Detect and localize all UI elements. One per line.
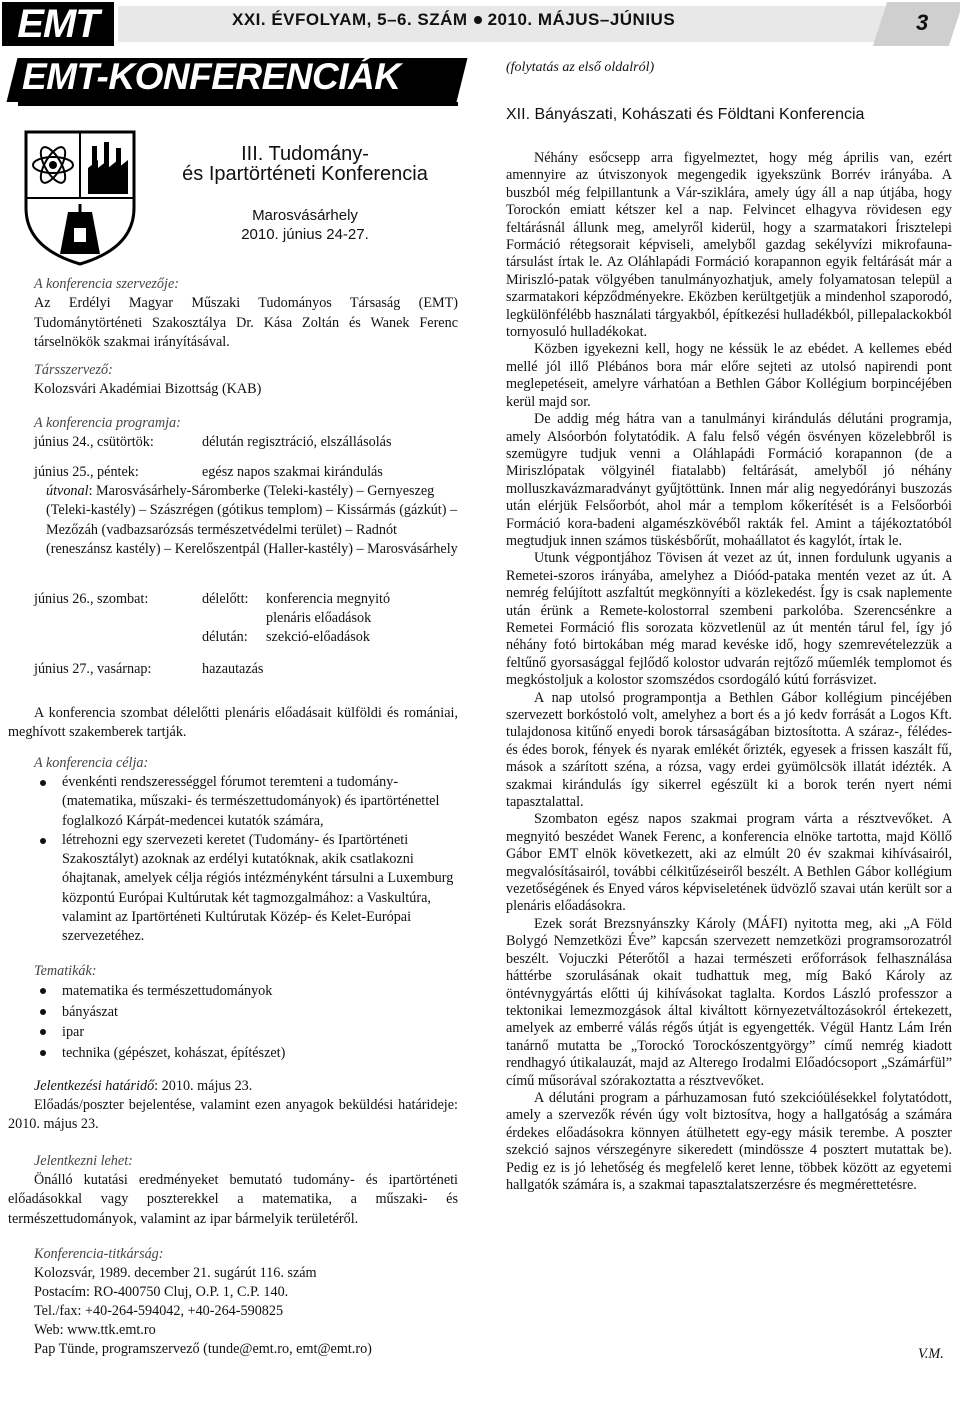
organizer-text: Az Erdélyi Magyar Műszaki Tudományos Társaság (EMT) Tudománytörténeti Szakosztálya Dr. Kása Zoltán és Wanek Ferenc társelnökök szakmai irányításával.	[34, 295, 458, 350]
article-paragraph: A délutáni program a párhuzamosan futó szekcióülésekkel folytatódott, amely a szervezők révén úgy volt biztosítva, hogy a hallgatóság a számára érdekes előadásokra könnyen átülhetett egy-egy másik terembe. A poszter szekció sajnos vérszegényre sikeredett (mindössze 4 posztert mutattak be). Pedig ez is jó lehetőség és megfelelő keret lenne, többek között az egyetemi hallgatók számára is, a szakmai tapasztalatszerzésre és megmérettetésre.	[506, 1089, 952, 1193]
route-block	[46, 482, 458, 559]
article-paragraph: Közben igyekezni kell, hogy ne késsük le az ebédet. A kellemes ebéd mellé jól illő Plébános bora már előre sejteti az utolsó napirendi pont meglepetéseit, amelyre várhatóan a Bethlen Gábor Kollégium borpincéjében kerül majd sor.	[506, 341, 952, 410]
secretariat-contact: Pap Tünde, programszervező (tunde@emt.ro, emt@emt.ro)	[34, 1341, 372, 1357]
article-paragraph: De addig még hátra van a tanulmányi kirándulás délutáni programja, amely Alsóorbón folytatódik. A falu felső végén ösvényen közelebbről is szemügyre tudjuk venni a Oláhlapádi Formáció korapannon (de a Miriszlópatak völgyinél fiatalabb) feltárását, amelyből jó néhány molluszkavázmaradványt gyűjtöttünk. Innen már alig negyedórányi buszozás után elérjük Felsőorbót, ahol már a templom kőkerítését is a Felsőorbói Formáció kora-badeni algamészkövéből rakták fel. Amint a tájékoztatóból megtudjuk innen számos tüskésbőrűt, mohaállatot és kagylót, írtak le.	[506, 411, 952, 549]
coorganizer-text: Kolozsvári Akadémiai Bizottság (KAB)	[34, 381, 262, 398]
secretariat-label: Konferencia-titkárság:	[34, 1246, 164, 1262]
section-title-underline	[18, 102, 458, 106]
topic-item: matematika és természettudományok	[34, 981, 458, 1002]
goal-list	[34, 773, 458, 947]
apply-text: Önálló kutatási eredményeket bemutató tudomány- és ipartörténeti előadásokkal vagy poszterekkel a matematika, a műszaki- és természettudományok, valamint az ipar bármelyik területéről.	[8, 1172, 458, 1227]
issue-date: 2010. MÁJUS–JÚNIUS	[487, 10, 676, 29]
secretariat-phone: Tel./fax: +40-264-594042, +40-264-590825	[34, 1303, 284, 1319]
topic-item: ipar	[34, 1022, 458, 1043]
article-paragraph: A nap utolsó programpontja a Bethlen Gábor kollégium pincéjében szervezett borkóstoló volt, amelyhez a bort és a jó kedv forrását a Logos Kft. tulajdonosa kitűnő enyedi borok társaságában biztosította. A száraz-, félédes- és édes borok, fények és nyarak emlékét őrizték, egyesek a frissen kaszált fű, mások a szárított széna, a rózsa, vagy erdei gyümölcsök illatát idézték. A szakmai kirándulás így sikerrel egészült ki a borok terén nyert némi tapasztalattal.	[506, 689, 952, 811]
article-body	[506, 150, 952, 1194]
emt-logo: EMT	[2, 2, 114, 46]
article-paragraph: Néhány esőcsepp arra figyelmeztet, hogy még április van, ezért amennyire az útviszonyok megengedik igyekszünk Borrév irányába. A buszból még felpillantunk a Vár-sziklára, amely úgy áll a nap útjába, hogy Torockón emiatt kétszer kel a nap. Felvincet elhagyva rövidesen egy feltárásnál állunk meg, amelyről kiderül, hogy a szarmatakori Írisztelepi Formáció rétegsorait képviseli, amelyből gazdag sekélyvízi mikrofauna-társulást írtak le. Az Oláhlapádi Formáció korapannon egyik feltárását már a Miriszló-patak völgyében tanulmányozhatjuk, amely folyamatosan települ a szarmatakori képződményekre. Eközben kerültgetjük a mindenhol szaporodó, legkülönfélébb használati tárgyakból, építkezési hulladékból, pillepalackokból tornyosuló hulladékokat.	[506, 150, 952, 341]
crest-icon	[22, 128, 138, 268]
coorganizer-block	[34, 361, 458, 400]
author-signature: V.M.	[918, 1346, 944, 1362]
day26-am-label: délelőtt:	[202, 591, 249, 607]
article-title: XII. Bányászati, Kohászati és Földtani Konferencia	[506, 106, 865, 123]
day26-pm: szekció-előadások	[266, 629, 370, 645]
topics-list	[34, 981, 458, 1063]
goal-item: évenkénti rendszerességgel fórumot teremteni a tudomány- (matematika, műszaki- és természettudományok) és ipartörténettel foglalkozó Kárpát-medencei kutatók számára,	[34, 773, 458, 831]
article-paragraph: Utunk végpontjához Tövisen át vezet az út, innen fordulunk ugyanis a Remetei-szoros irányába, amelyhez a Dióód-pataka mentén vezet az út. A nemrég felújított aszfaltút megkönnyíti a közlekedést. Így is csak naplemente után érünk a Remete-kolostorral szembeni parkolóba. Szerencsénkre a Remetei Formáció flis sorozata közvetlenül az út mentén tárul fel, így jó néhány fotó birtokában még marad kevéske idő, hogy szemrevételezzük a feltűnő gyorsasággal fejlődő kolostor udvarán rejtőző műemlék templomot és megkóstoljuk a kolostor szomszédos csordogáló kútú forrásvizet.	[506, 550, 952, 689]
day26-am-2: plenáris előadások	[266, 610, 372, 626]
conference-location: Marosvásárhely	[252, 207, 358, 224]
program-text-25: egész napos szakmai kirándulás	[202, 464, 383, 480]
continuation-note: (folytatás az első oldalról)	[506, 60, 655, 75]
organizer-block	[34, 275, 458, 352]
goal-item: létrehozni egy szervezeti keretet (Tudomány- és Ipartörténeti Szakosztályt) azoknak az erdélyi kutatóknak, akik csatlakozni óhajtanak, amelyek célja régiós intézményként társulni a Luxemburg központú Európai Kultúrutak két tagmozgalmához: a Vaskultúra, valamint az Ipartörténeti Kultúrutak Közép- és Kelet-Európai szervezetéhez.	[34, 831, 458, 947]
coorganizer-label: Társszervező:	[34, 362, 113, 378]
bullet-icon	[474, 16, 482, 24]
topic-item: bányászat	[34, 1002, 458, 1023]
conference-title-line1: III. Tudomány-	[241, 143, 369, 165]
goal-label: A konferencia célja:	[34, 755, 149, 771]
day27-text: hazautazás	[202, 661, 264, 677]
organizer-label: A konferencia szervezője:	[34, 276, 179, 292]
secretariat-web: Web: www.ttk.emt.ro	[34, 1322, 156, 1338]
abstract-deadline: Előadás/poszter bejelentése, valamint ezen anyagok beküldési határideje: 2010. május 23.	[8, 1097, 458, 1133]
article-paragraph: Szombaton egész napos szakmai program várta a résztvevőket. A megnyitó beszédet Wanek Ferenc, a konferencia elnöke tartotta, majd Köllő Gábor EMT elnök következett, aki az elmúlt 20 év szakmai kihívásairól, megvalósításairól, további célkitűzéseiről beszélt. A Bethlen Gábor kollégium vezetőségének és Enyed város képviseletének üdvözlő szavai után került sor a plenáris előadásokra.	[506, 811, 952, 915]
route-label: útvonal	[46, 483, 89, 499]
program-label: A konferencia programja:	[34, 415, 181, 431]
day26-am-1: konferencia megnyitó	[266, 591, 391, 607]
issue-volume: XXI. ÉVFOLYAM, 5–6. SZÁM	[232, 10, 468, 29]
route-text: : Marosvásárhely-Sáromberke (Teleki-kastély) – Gernyeszeg (Teleki-kastély) – Szászrégen (gótikus templom) – Kissármás (gázkút) – Mezőzáh (vadbazsarózsás természetvédelmi terület) – Radnót (reneszánsz kastély) – Kerelőszentpál (Haller-kastély) – Marosvásárhely	[46, 483, 458, 557]
program-day-27: június 27., vasárnap:	[34, 661, 152, 677]
deadline-line	[34, 1077, 252, 1096]
program-day-24: június 24., csütörtök:	[34, 434, 154, 450]
topic-item: technika (gépészet, kohászat, építészet)	[34, 1043, 458, 1064]
issue-info	[232, 10, 675, 30]
plenary-note: A konferencia szombat délelőtti plenáris előadásait külföldi és romániai, meghívott szakemberek tartják.	[8, 705, 458, 741]
apply-label: Jelentkezni lehet:	[34, 1153, 133, 1169]
secretariat-postal: Postacím: RO-400750 Cluj, O.P. 1, C.P. 140.	[34, 1284, 289, 1300]
conference-title-line2: és Ipartörténeti Konferencia	[182, 163, 428, 185]
deadline-text: : 2010. május 23.	[154, 1078, 253, 1094]
day26-pm-label: délután:	[202, 629, 248, 645]
section-title: EMT-KONFERENCIÁK	[22, 56, 401, 97]
program-day-26: június 26., szombat:	[34, 591, 149, 607]
secretariat-block	[34, 1245, 458, 1359]
topics-label: Tematikák:	[34, 963, 97, 979]
program-day-25: június 25., péntek:	[34, 464, 139, 480]
secretariat-address: Kolozsvár, 1989. december 21. sugárút 116. szám	[34, 1265, 317, 1281]
article-paragraph: Ezek sorát Brezsnyánszky Károly (MÁFI) nyitotta meg, aki „A Föld Bolygó Nemzetközi Éve” kapcsán szervezett nemzetközi programsorozatról beszélt. Vojuczki Péterőtől a hazai természeti erőforrások felhasználása háttérbe szorulásának okait tudhattuk meg, míg Bakó Károly az öntévnygyártás előtti új kihívásokat taglalta. Kordos László professzor a tektonikai lemezmozgások által kiváltott környezetváltozásokról értekezett, amelyek az emberré válás régős útját is egyengették. Végül Hantz Lám Irén tanárnő mutatta be „Torockó Torockószentgyörgy” című nemrég kiadott rendhagyó útikalauzát, majd az Alterego Irodalmi Előadócsoport „Számárfül” című műsorával szórakoztatta a résztvevőket.	[506, 915, 952, 1089]
conference-date: 2010. június 24-27.	[241, 226, 369, 243]
page-number: 3	[916, 10, 929, 35]
program-text-24: délután regisztráció, elszállásolás	[202, 434, 392, 450]
deadline-label: Jelentkezési határidő	[34, 1078, 155, 1094]
